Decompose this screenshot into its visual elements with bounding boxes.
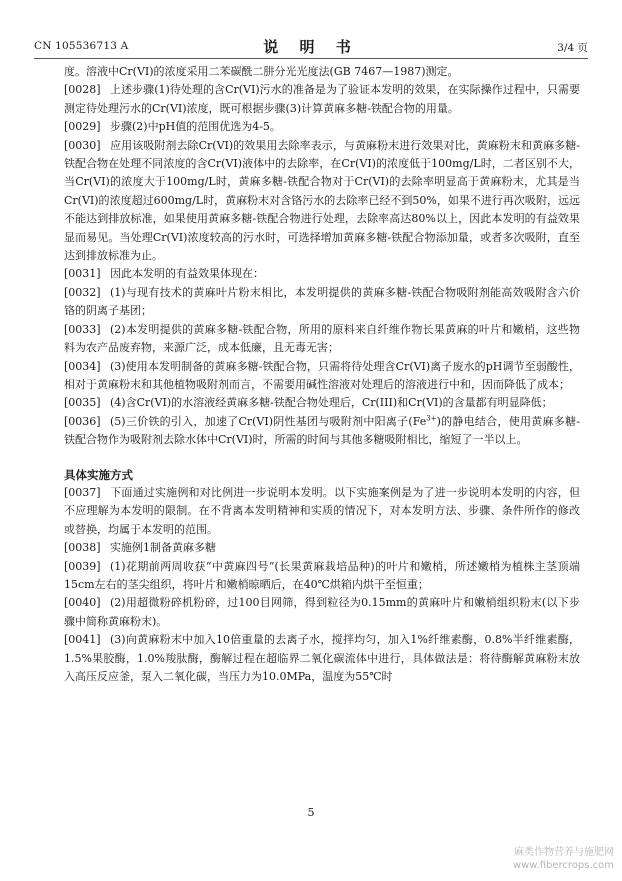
paragraph-0035: [0035] (4)含Cr(VI)的水溶液经黄麻多糖-铁配合物处理后，Cr(III)和Cr(VI)的含量都有明显降低； — [64, 394, 580, 412]
paragraph-tag: [0028] — [64, 83, 101, 97]
paragraph-tag: [0030] — [64, 138, 101, 152]
paragraph-tag: [0041] — [64, 633, 101, 647]
paragraph-0029: [0029] 步骤(2)中pH值的范围优选为4-5。 — [64, 118, 580, 136]
paragraph-tag: [0031] — [64, 267, 101, 281]
paragraph-tag: [0040] — [64, 596, 101, 610]
paragraph-0030: [0030] 应用该吸附剂去除Cr(VI)的效果用去除率表示，与黄麻粉末进行效果对比，黄麻粉末和黄麻多糖-铁配合物在处理不同浓度的含Cr(VI)液体中的去除率，在Cr(VI)的浓度低于100mg/L时，二者区别不大，当Cr(VI)的浓度大于100mg/L时，黄麻多糖-铁配合物对于Cr(VI)的去除率明显高于黄麻粉末，尤其是当Cr(VI)的浓度超过600mg/L时，黄麻粉末对含铬污水的去除率已经不到50%，如果不进行再次吸附，远远不能达到排放标准，如果使用黄麻多糖-铁配合物进行处理，去除率高达80%以上，因此本发明的有益效果显而易见。当处理Cr(VI)浓度较高的污水时，可选择增加黄麻多糖-铁配合物添加量，或者多次吸附，直至达到排放标准为止。 — [64, 138, 580, 263]
page-indicator: 3/4 页 — [557, 42, 588, 54]
ion-charge: 3+ — [426, 414, 437, 423]
paragraph-0040: [0040] (2)用超微粉碎机粉碎，过100目网筛，得到粒径为0.15mm的黄麻叶片和嫩梢组织粉末(以下步骤中简称黄麻粉末)。 — [64, 596, 580, 628]
paragraph-0027-cont: 度。溶液中Cr(VI)的浓度采用二苯碳酰二肼分光光度法(GB 7467—1987)测定。 — [64, 65, 459, 78]
paragraph-0033: [0033] (2)本发明提供的黄麻多糖-铁配合物，所用的原料来自纤维作物长果黄麻的叶片和嫩梢，这些物料为农产品废弃物，来源广泛，成本低廉，且无毒无害； — [64, 322, 580, 355]
paragraph-0034: [0034] (3)使用本发明制备的黄麻多糖-铁配合物，只需将待处理含Cr(VI)离子废水的pH调节至弱酸性，相对于黄麻粉末和其他植物吸附剂而言，不需要用碱性溶液对处理后的溶液进行中和，因而降低了成本； — [64, 359, 580, 391]
watermark-line2: www.fibercrops.com — [512, 860, 614, 871]
paragraph-tag: [0039] — [64, 559, 101, 573]
page-header — [34, 38, 588, 56]
header-divider — [34, 58, 588, 59]
patent-number: CN 105536713 A — [34, 40, 129, 52]
paragraph-tag: [0034] — [64, 359, 101, 373]
paragraph-0028: [0028] 上述步骤(1)待处理的含Cr(VI)污水的准备是为了验证本发明的效果，在实际操作过程中，只需要测定待处理污水的Cr(VI)浓度，既可根据步骤(3)计算黄麻多糖-铁配合物的用量。 — [64, 83, 580, 115]
paragraph-0037: [0037] 下面通过实施例和对比例进一步说明本发明。以下实施案例是为了进一步说明本发明的内容，但不应理解为本发明的限制。在不背离本发明精神和实质的情况下，对本发明方法、步骤、条件所作的修改或替换，均属于本发明的范围。 — [64, 485, 580, 536]
page-number: 5 — [307, 806, 315, 819]
paragraph-tag: [0035] — [64, 396, 101, 410]
paragraph-0039: [0039] (1)花期前两周收获“中黄麻四号”(长果黄麻栽培品种)的叶片和嫩梢，所述嫩梢为植株主茎顶端15cm左右的茎尖组织，将叶片和嫩梢晾晒后，在40℃烘箱内烘干至恒重； — [64, 559, 580, 591]
paragraph-tag: [0029] — [64, 120, 101, 134]
paragraph-0032: [0032] (1)与现有技术的黄麻叶片粉末相比，本发明提供的黄麻多糖-铁配合物吸附剂能高效吸附含六价铬的阴离子基团； — [64, 285, 580, 318]
paragraph-tag: [0037] — [64, 485, 101, 499]
section-heading: 具体实施方式 — [64, 467, 133, 482]
document-body — [64, 63, 580, 686]
watermark-line1: 麻类作物营养与施肥网 — [514, 847, 614, 858]
paragraph-0038: [0038] 实施例1制备黄麻多糖 — [64, 539, 580, 557]
paragraph-tag: [0038] — [64, 541, 101, 555]
watermark — [513, 846, 614, 872]
paragraph-0036 — [64, 413, 580, 450]
paragraph-tag: [0036] — [64, 414, 101, 428]
paragraph-tag: [0032] — [64, 285, 101, 299]
document-title: 说 明 书 — [263, 38, 359, 56]
paragraph-tag: [0033] — [64, 322, 101, 336]
paragraph-0031: [0031] 因此本发明的有益效果体现在： — [64, 265, 580, 283]
paragraph-text-fe: (5)三价铁的引入，加速了Cr(VI)阴性基团与吸附剂中阳离子$(Fe^{3+})$的静电结合，使用黄麻多糖-铁配合物作为吸附剂去除水体中Cr(VI)时，所需的时间与其他多糖吸附相比，缩短了一半以上。 — [64, 414, 580, 447]
paragraph-0041: [0041] (3)向黄麻粉末中加入10倍重量的去离子水，搅拌均匀，加入1%纤维素酶，0.8%半纤维素酶，1.5%果胶酶，1.0%羧肽酶，酶解过程在超临界二氧化碳流体中进行，具体做法是：将待酶解黄麻粉末放入高压反应釜，泵入二氧化碳，当压力为10.0MPa，温度为55℃时 — [64, 633, 580, 683]
